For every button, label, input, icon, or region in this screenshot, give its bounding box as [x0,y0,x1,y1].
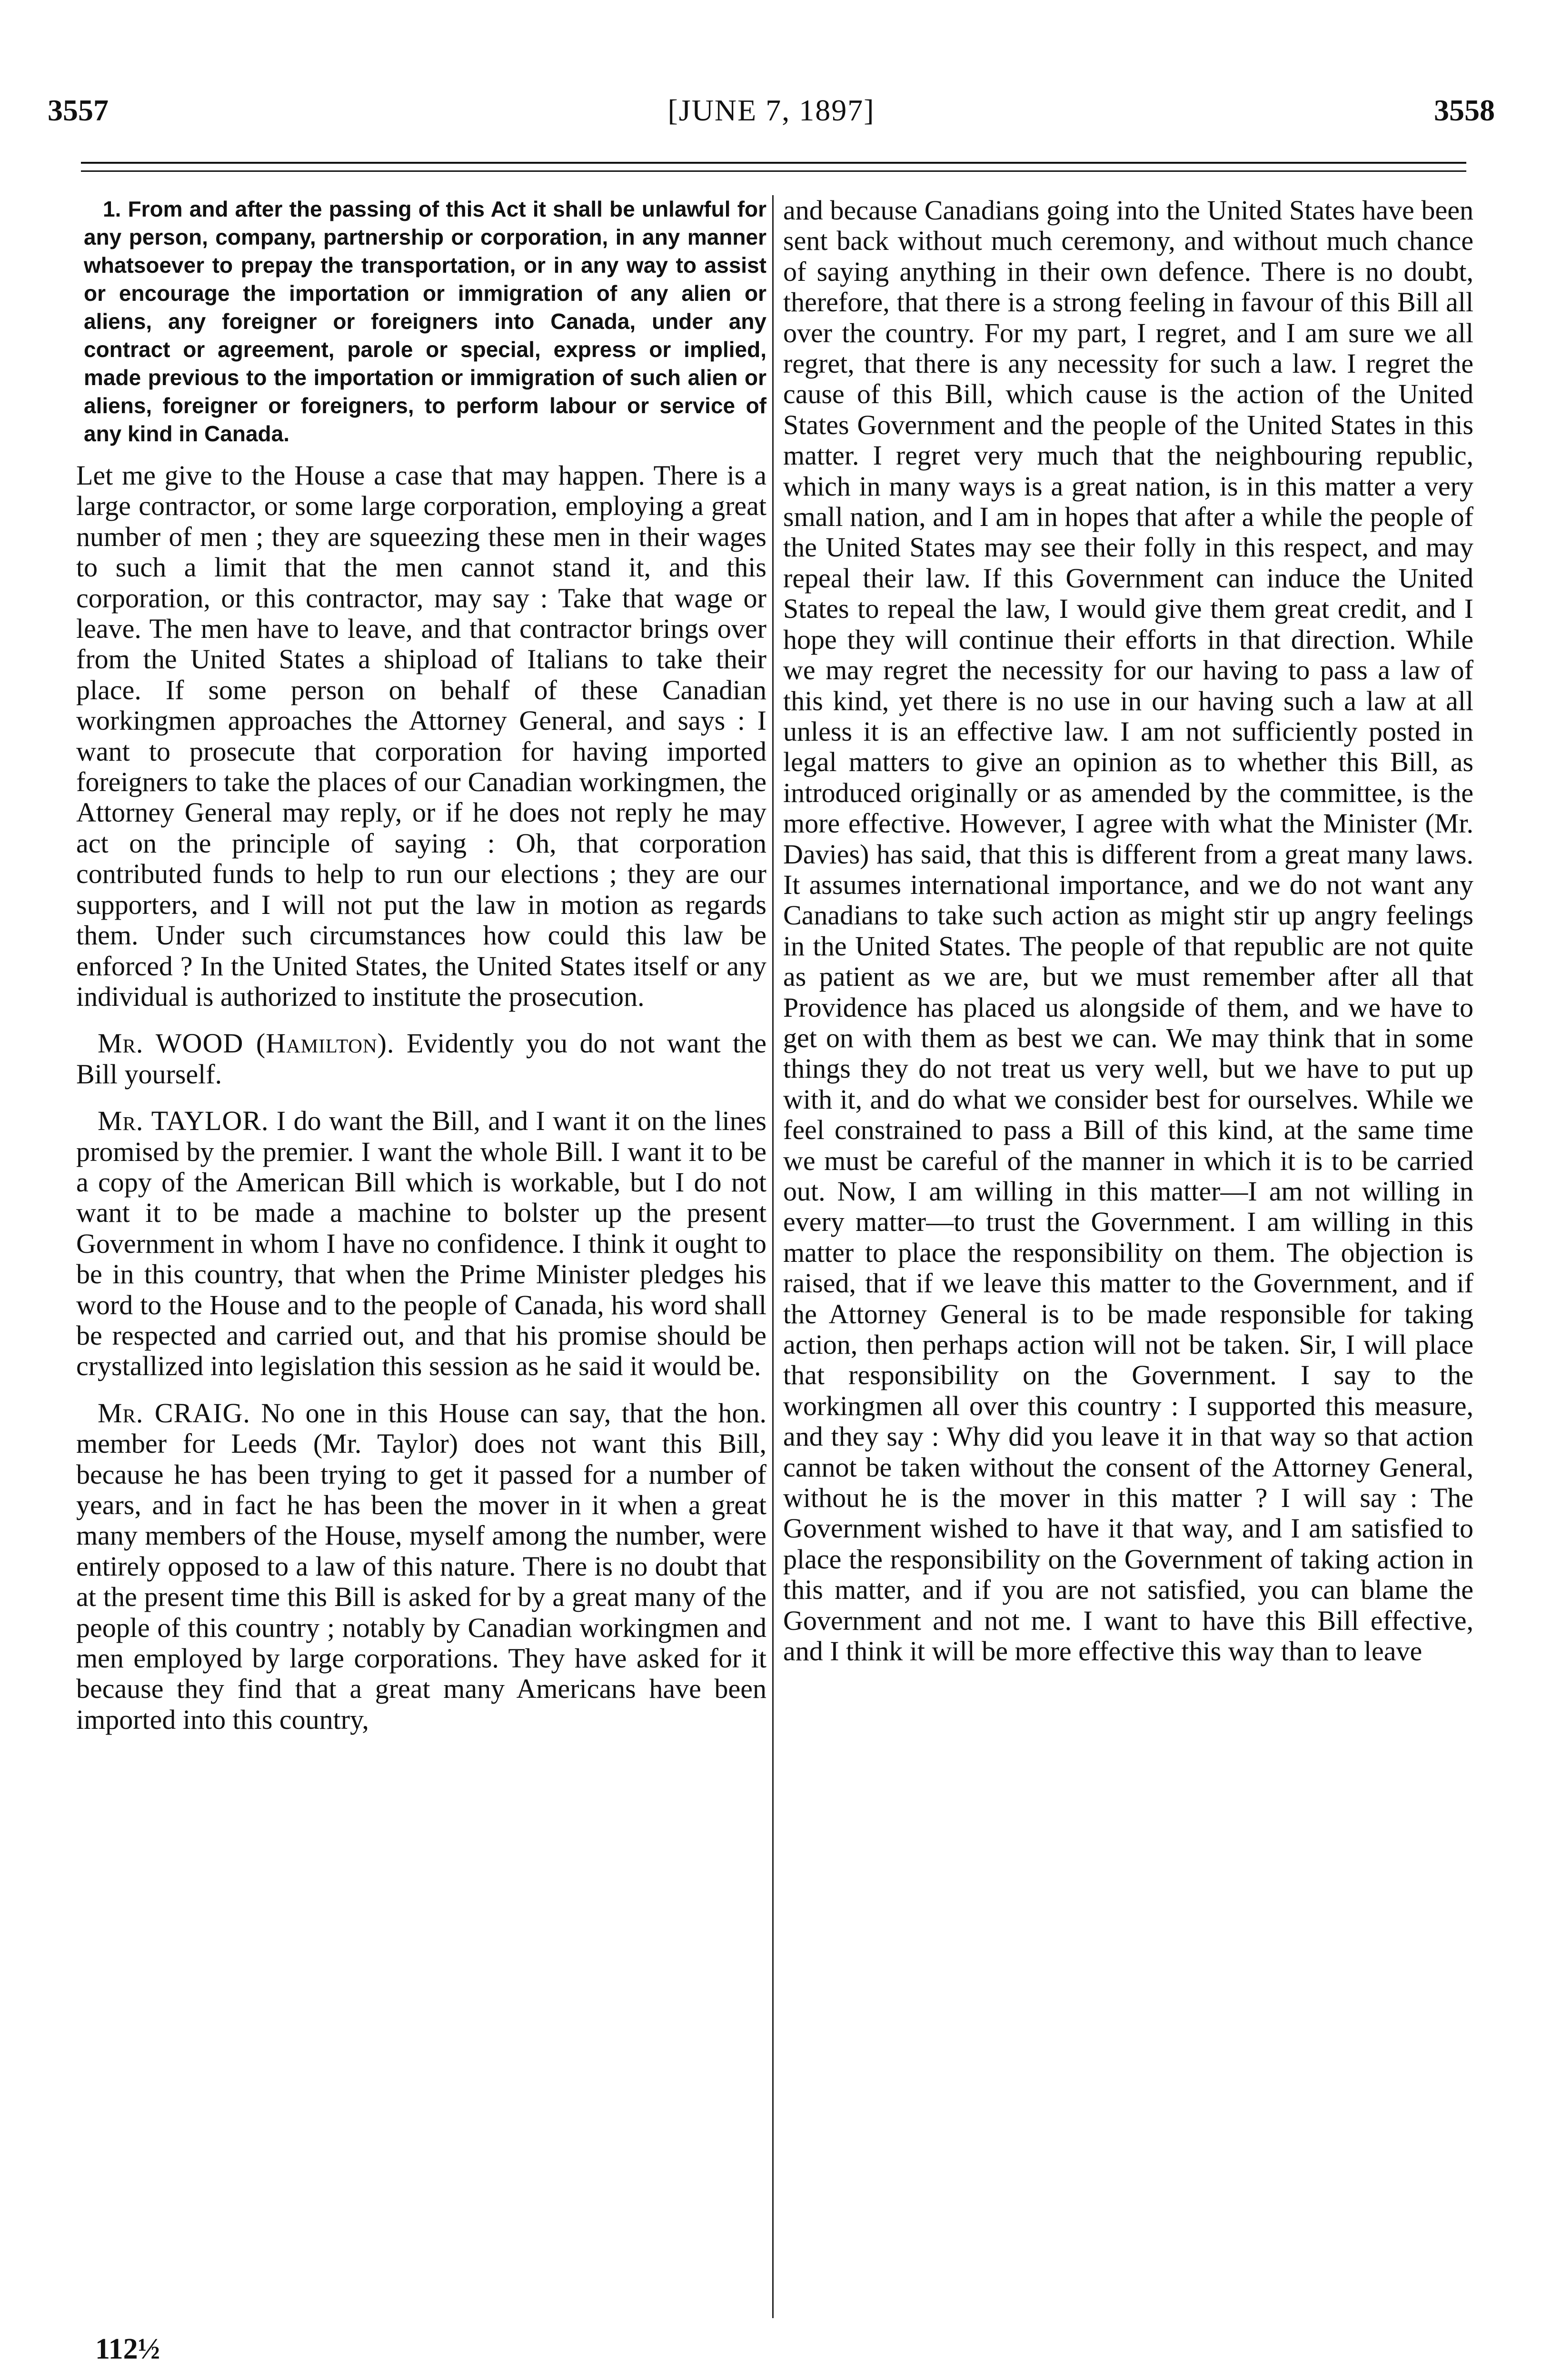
speaker-name: Mr. TAYLOR. [98,1105,269,1137]
header-rule-bottom [81,170,1466,172]
speech-craig [76,1398,766,1735]
right-column [783,195,1473,1683]
page-number-left: 3557 [48,93,109,127]
page-date-title: [JUNE 7, 1897] [667,93,875,127]
page-header [48,93,1495,136]
speech-wood [76,1028,766,1090]
left-column [76,195,766,1751]
column-divider [772,195,774,2318]
speech-paragraph: Let me give to the House a case that may happen. There is a large contractor, or some large corporation, employing a great number of men ; they are squeezing these men in their wages to such a limit that the men cannot stand it, and this corporation, or this contractor, may say : Take that wage or leave. The men have to leave, and that contractor brings over from the United States a shipload of Italians to take their place. If some person on behalf of these Canadian workingmen approaches the Attorney General, and says : I want to prosecute that corporation for having imported foreigners to take the places of our Canadian workingmen, the Attorney General may reply, or if he does not reply he may act on the principle of saying : Oh, that corporation contributed funds to help to run our elections ; they are our supporters, and I will not put the law in motion as regards them. Under such circumstances how could this law be enforced ? In the United States, the United States itself or any individual is authorized to institute the prosecution. [76,460,766,1012]
page-number-right: 3558 [1434,93,1495,127]
signature-mark: 112½ [95,2333,160,2365]
speech-text: No one in this House can say, that the hon. member for Leeds (Mr. Taylor) does not want this Bill, because he has been trying to get it passed for a number of years, and in fact he has been the mover in it when a great many members of the House, myself among the number, were entirely opposed to a law of this nature. There is no doubt that at the present time this Bill is asked for by a great many of the people of this country ; notably by Canadian workingmen and men employed by large corporations. They have asked for it because they find that a great many Americans have been imported into this country, [76,1397,767,1735]
speaker-name: Mr. CRAIG. [98,1397,250,1428]
clause-text: From and after the passing of this Act it shall be unlawful for any person, company, partnership or corporation, in any manner whatsoever to prepay the transportation, or in any way to assist or encourage the importation or immigration of any alien or aliens, any foreigner or foreigners into Canada, under any contract or agreement, parole or special, express or implied, made previous to the importation or immigration of such alien or aliens, foreigner or foreigners, to perform labour or service of any kind in Canada. [84,197,767,446]
header-rule-top [81,162,1466,164]
speaker-name: Mr. WOOD (Hamilton). [98,1028,395,1059]
quoted-bill-clause [76,195,766,448]
speech-continuation: and because Canadians going into the United States have been sent back without much ceremony, and without much chance of saying anything in their own defence. There is no doubt, therefore, that there is a strong feeling in favour of this Bill all over the country. For my part, I regret, and I am sure we all regret, that there is any necessity for such a law. I regret the cause of this Bill, which cause is the action of the United States Government and the people of the United States in this matter. I regret very much that the neighbouring republic, which in many ways is a great nation, is in this matter a very small nation, and I am in hopes that after a while the people of the United States may see their folly in this respect, and may repeal their law. If this Government can induce the United States to repeal the law, I would give them great credit, and I hope they will continue their efforts in that direction. While we may regret the necessity for our having to pass a law of this kind, yet there is no use in our having such a law at all unless it is an effective law. I am not sufficiently posted in legal matters to give an opinion as to whether this Bill, as introduced originally or as amended by the committee, is the more effective. However, I agree with what the Minister (Mr. Davies) has said, that this is different from a great many laws. It assumes international importance, and we do not want any Canadians to take such action as might stir up angry feelings in the United States. The people of that republic are not quite as patient as we are, but we must remember after all that Providence has placed us alongside of them, and we have to get on with them as best we can. We may think that in some things they do not treat us very well, but we have to put up with it, and do what we consider best for ourselves. While we feel constrained to pass a Bill of this kind, at the same time we must be careful of the manner in which it is to be carried out. Now, I am willing in this matter—I am not willing in every matter—to trust the Government. I am willing in this matter to place the responsibility on them. The objection is raised, that if we leave this matter to the Government, and if the Attorney General is to be made responsible for taking action, then perhaps action will not be taken. Sir, I will place that responsibility on the Government. I say to the workingmen all over this country : I supported this measure, and they say : Why did you leave it in that way so that action cannot be taken without the consent of the Attorney General, without he is the mover in this matter ? I will say : The Government wished to have it that way, and I am satisfied to place the responsibility on the Government of taking action in this matter, and if you are not satisfied, you can blame the Government and not me. I want to have this Bill effective, and I think it will be more effective this way than to leave [783,195,1473,1667]
clause-number: 1. [103,197,121,221]
speech-text: I do want the Bill, and I want it on the lines promised by the premier. I want the whole Bill. I want it to be a copy of the American Bill which is workable, but I do not want it to be made a machine to bolster up the present Government in whom I have no confidence. I think it ought to be in this country, that when the Prime Minister pledges his word to the House and to the people of Canada, his word shall be respected and carried out, and that his promise should be crystallized into legislation this session as he said it would be. [76,1105,767,1382]
speech-taylor [76,1106,766,1382]
speech-text: Evidently you do not want the Bill yourself. [76,1028,766,1090]
